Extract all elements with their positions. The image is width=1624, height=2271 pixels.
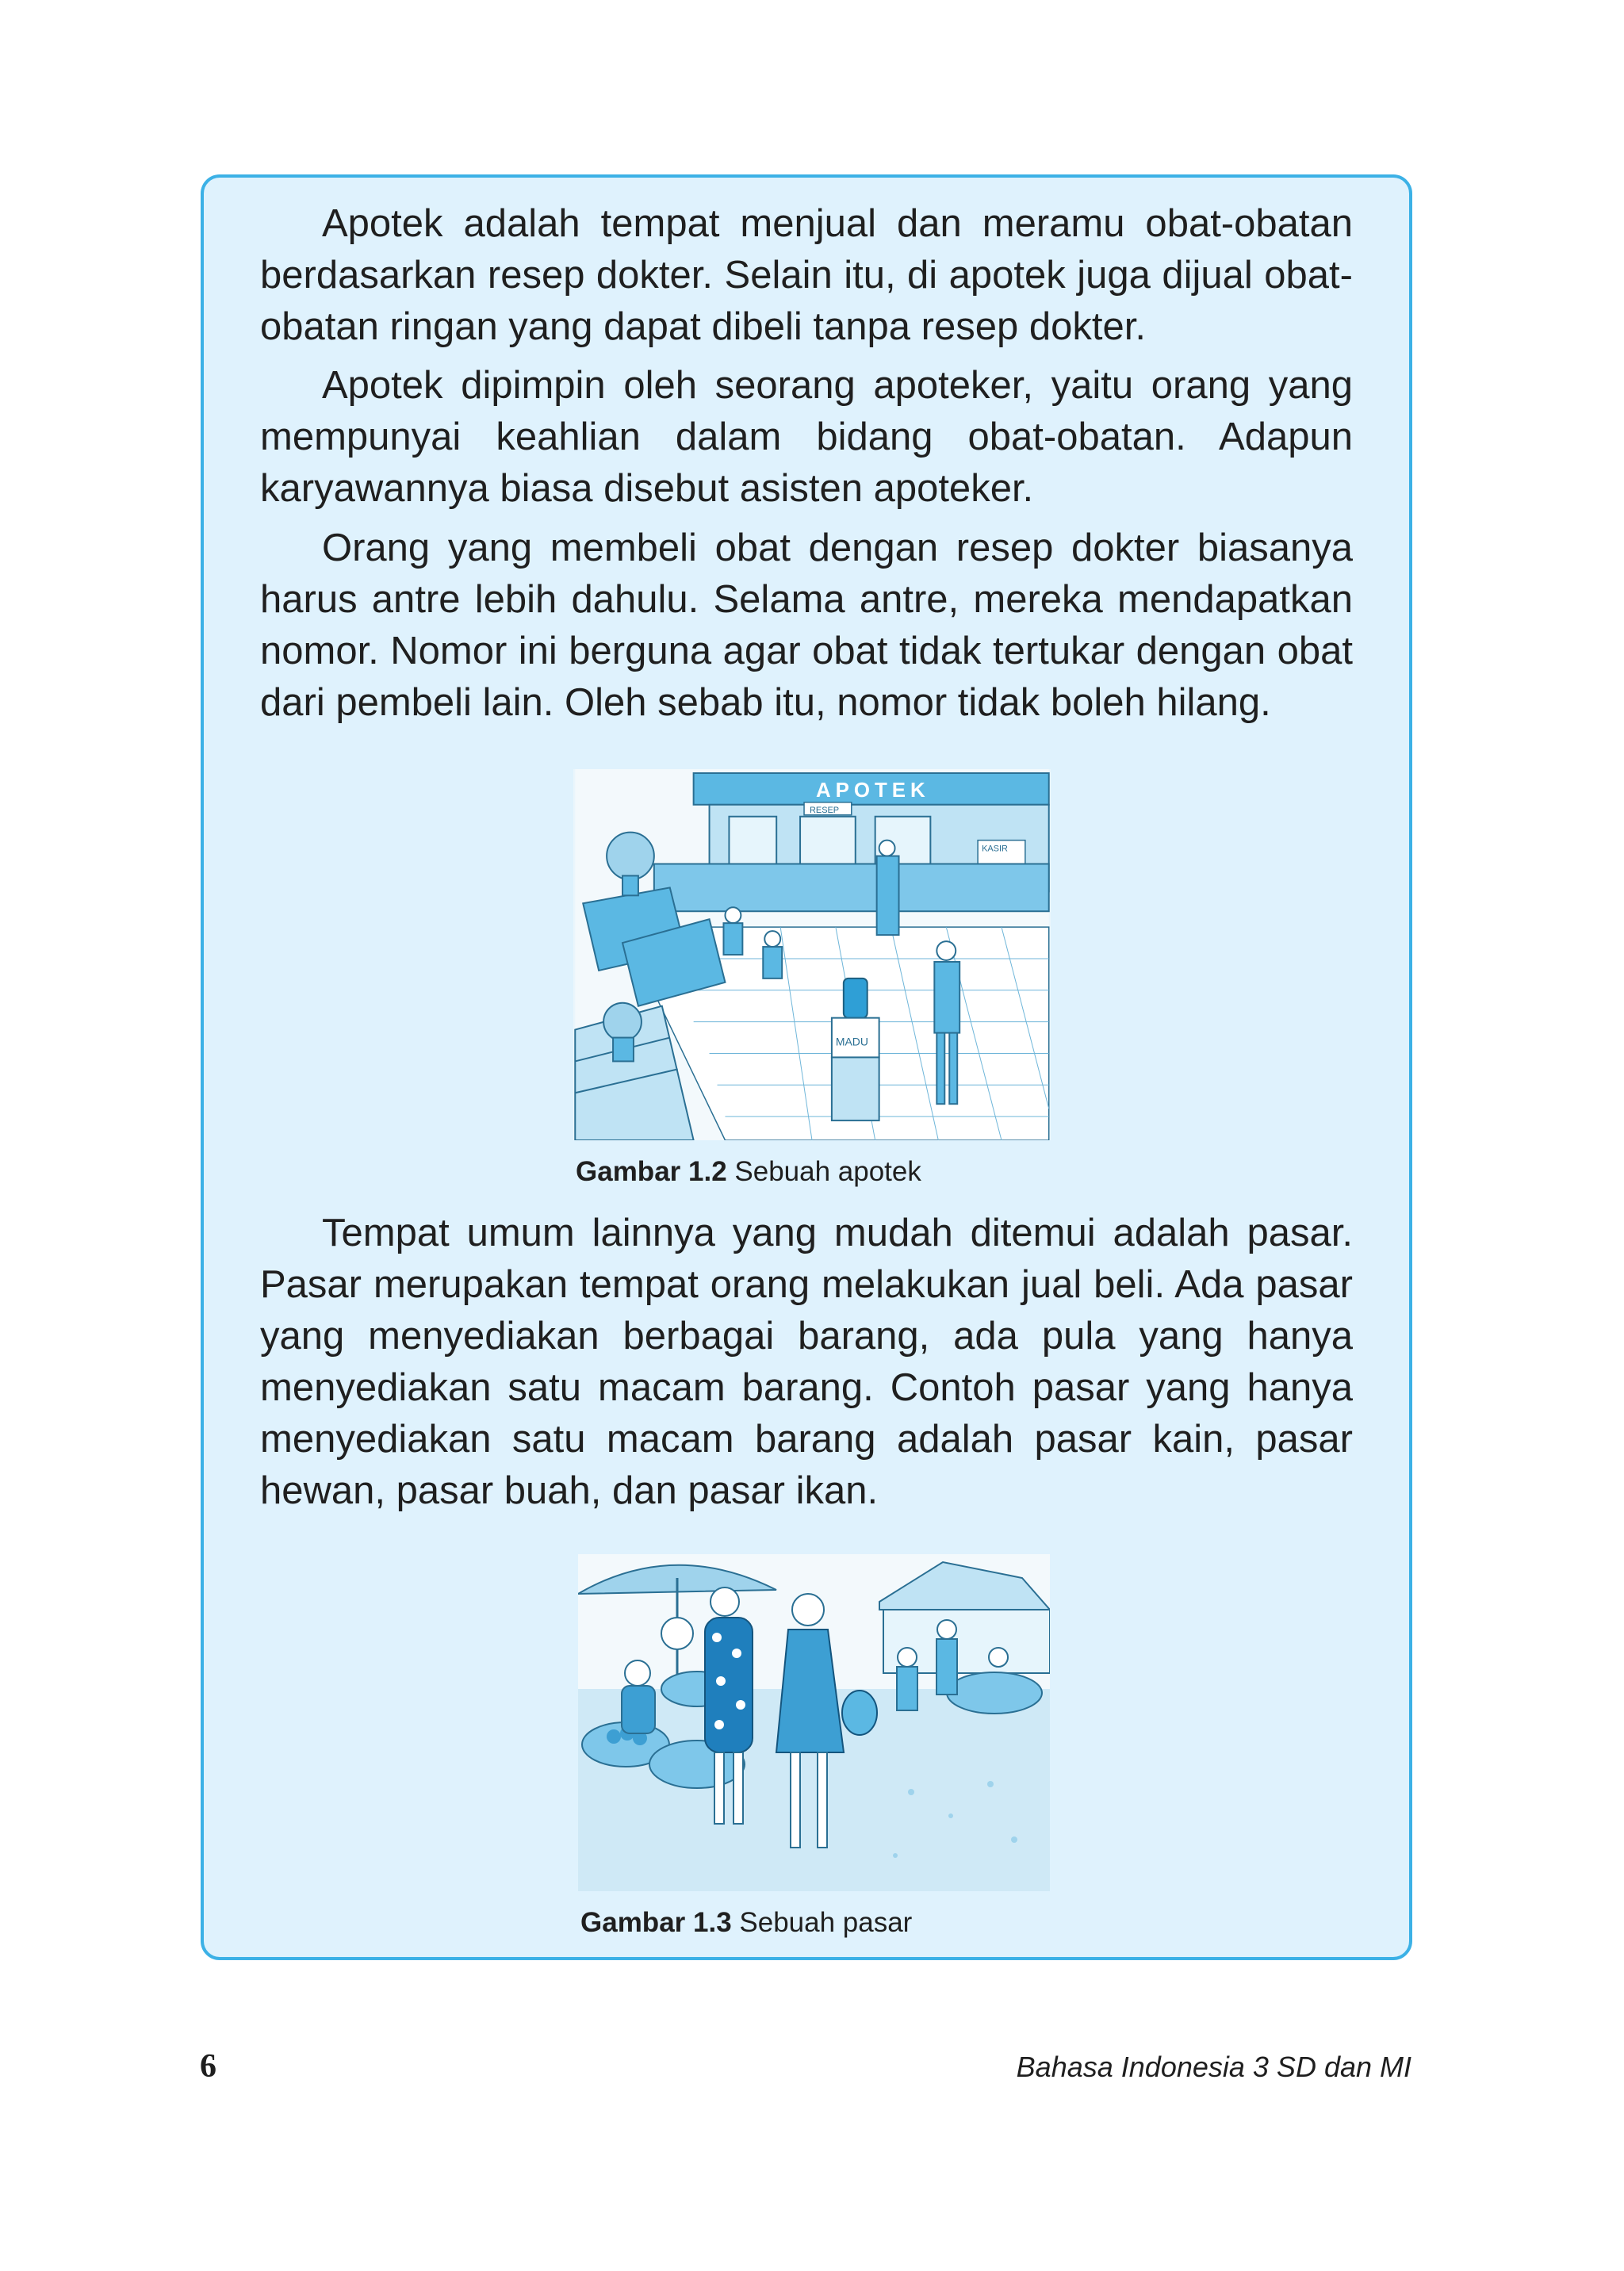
paragraph-apoteker: Apotek dipimpin oleh seorang apoteker, yaitu orang yang mempunyai keahlian dalam bidang obat-obatan. Adapun karyawannya biasa disebut asisten apoteker. — [260, 364, 1353, 510]
pharmacy-illustration — [573, 769, 1051, 1140]
figure-caption-text-1: Sebuah apotek — [734, 1156, 921, 1187]
figure-label-1: Gambar 1.2 — [576, 1156, 727, 1187]
book-title: Bahasa Indonesia 3 SD dan MI — [1016, 2051, 1411, 2083]
figure-caption-text-2: Sebuah pasar — [739, 1907, 913, 1938]
figure-caption-2 — [580, 1907, 912, 1939]
paragraph-apotek-definition: Apotek adalah tempat menjual dan meramu obat-obatan berdasarkan resep dokter. Selain itu, di apotek juga dijual obat-obatan ringan yang dapat dibeli tanpa resep dokter. — [260, 202, 1353, 348]
resep-sign: RESEP — [810, 805, 840, 815]
kasir-sign: KASIR — [982, 844, 1008, 854]
madu-sign: MADU — [835, 1035, 868, 1048]
figure-label-2: Gambar 1.3 — [580, 1907, 732, 1938]
paragraph-antre: Orang yang membeli obat dengan resep dokter biasanya harus antre lebih dahulu. Selama antre, mereka mendapatkan nomor. Nomor ini berguna agar obat tidak tertukar dengan obat dari pembeli lain. Oleh sebab itu, nomor tidak boleh hilang. — [260, 527, 1353, 724]
paragraph-pasar: Tempat umum lainnya yang mudah ditemui adalah pasar. Pasar merupakan tempat orang melakukan jual beli. Ada pasar yang menyediakan berbagai barang, ada pula yang hanya menyediakan satu macam barang. Contoh pasar yang hanya menyediakan satu macam barang adalah pasar kain, pasar hewan, pasar buah, dan pasar ikan. — [260, 1212, 1353, 1512]
figure-caption-1 — [576, 1156, 921, 1188]
market-illustration — [578, 1554, 1050, 1891]
page-number: 6 — [200, 2048, 216, 2085]
apotek-sign: APOTEK — [815, 779, 930, 802]
